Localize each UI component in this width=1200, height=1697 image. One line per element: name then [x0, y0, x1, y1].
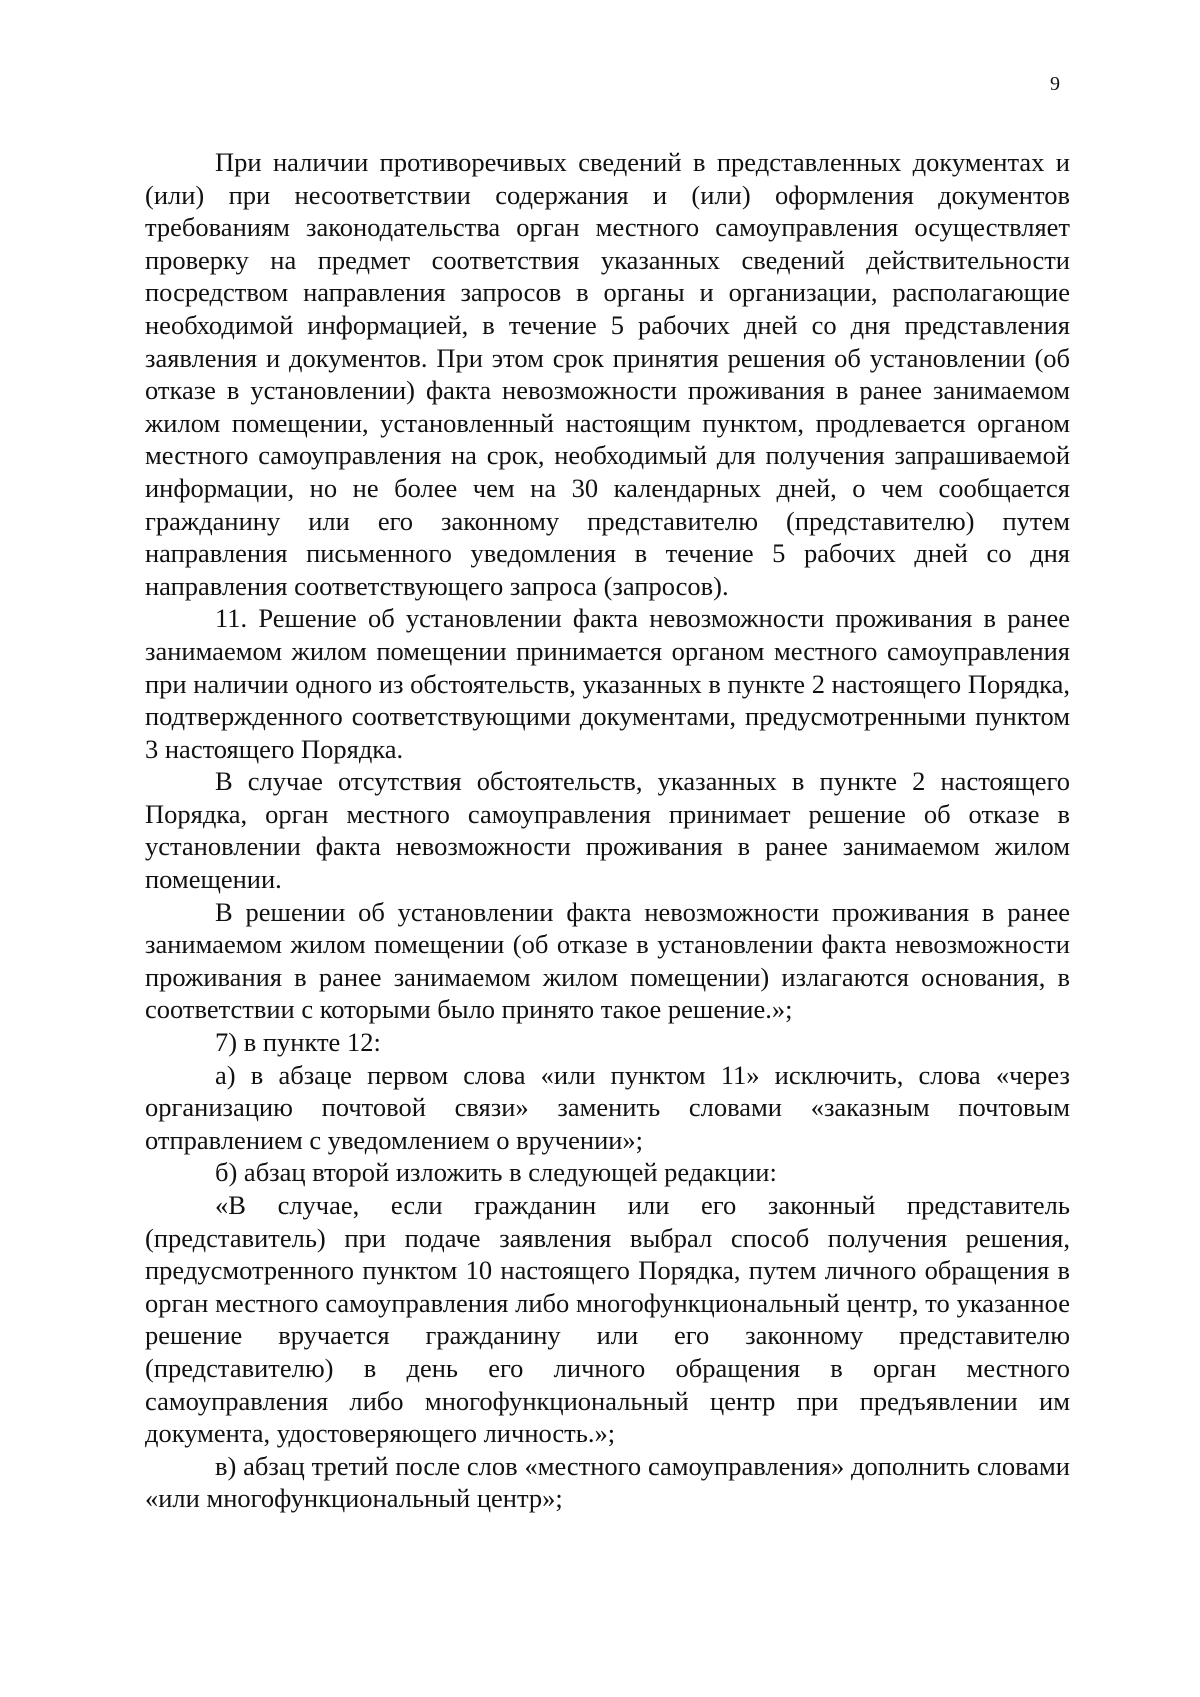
paragraph-evidence-check: При наличии противоречивых сведений в представленных документах и (или) при несоответствии содержания и (или) оформления документов требованиям законодательства орган местного самоуправления осуществляет проверку на предмет соответствия указанных сведений действительности посредством направления запросов в органы и организации, располагающие необходимой информацией, в течение 5 рабочих дней со дня представления заявления и документов. При этом срок принятия решения об установлении (об отказе в установлении) факта невозможности проживания в ранее занимаемом жилом помещении, установленный настоящим пунктом, продлевается органом местного самоуправления на срок, необходимый для получения запрашиваемой информации, но не более чем на 30 календарных дней, о чем сообщается гражданину или его законному представителю (представителю) путем направления письменного уведомления в течение 5 рабочих дней со дня направления соответствующего запроса (запросов).: [145, 147, 1070, 601]
paragraph-new-wording: «В случае, если гражданин или его законный представитель (представитель) при подаче заявления выбрал способ получения решения, предусмотренного пунктом 10 настоящего Порядка, путем личного обращения в орган местного самоуправления либо многофункциональный центр, то указанное решение вручается гражданину или его законному представителю (представителю) в день его личного обращения в орган местного самоуправления либо многофункциональный центр при предъявлении им документа, удостоверяющего личность.»;: [145, 1190, 1070, 1449]
paragraph-item-7: 7) в пункте 12:: [215, 1027, 381, 1058]
paragraph-decision-grounds: В решении об установлении факта невозможности проживания в ранее занимаемом жилом помещении (об отказе в установлении факта невозможности проживания в ранее занимаемом жилом помещении) излагаются основания, в соответствии с которыми было принято такое решение.»;: [145, 896, 1070, 1025]
document-body: [145, 146, 1070, 1515]
paragraph-subitem-a: а) в абзаце первом слова «или пунктом 11» исключить, слова «через организацию почтовой связи» заменить словами «заказным почтовым отправлением с уведомлением о вручении»;: [145, 1059, 1070, 1155]
page-number: 9: [1050, 73, 1060, 95]
paragraph-item-11: 11. Решение об установлении факта невозможности проживания в ранее занимаемом жилом помещении принимается органом местного самоуправления при наличии одного из обстоятельств, указанных в пункте 2 настоящего Порядка, подтвержденного соответствующими документами, предусмотренными пунктом 3 настоящего Порядка.: [145, 603, 1070, 764]
paragraph-subitem-v: в) абзац третий после слов «местного самоуправления» дополнить словами «или многофункциональный центр»;: [145, 1450, 1070, 1514]
paragraph-refusal: В случае отсутствия обстоятельств, указанных в пункте 2 настоящего Порядка, орган местного самоуправления принимает решение об отказе в установлении факта невозможности проживания в ранее занимаемом жилом помещении.: [145, 766, 1070, 895]
paragraph-subitem-b: б) абзац второй изложить в следующей редакции:: [215, 1157, 777, 1188]
